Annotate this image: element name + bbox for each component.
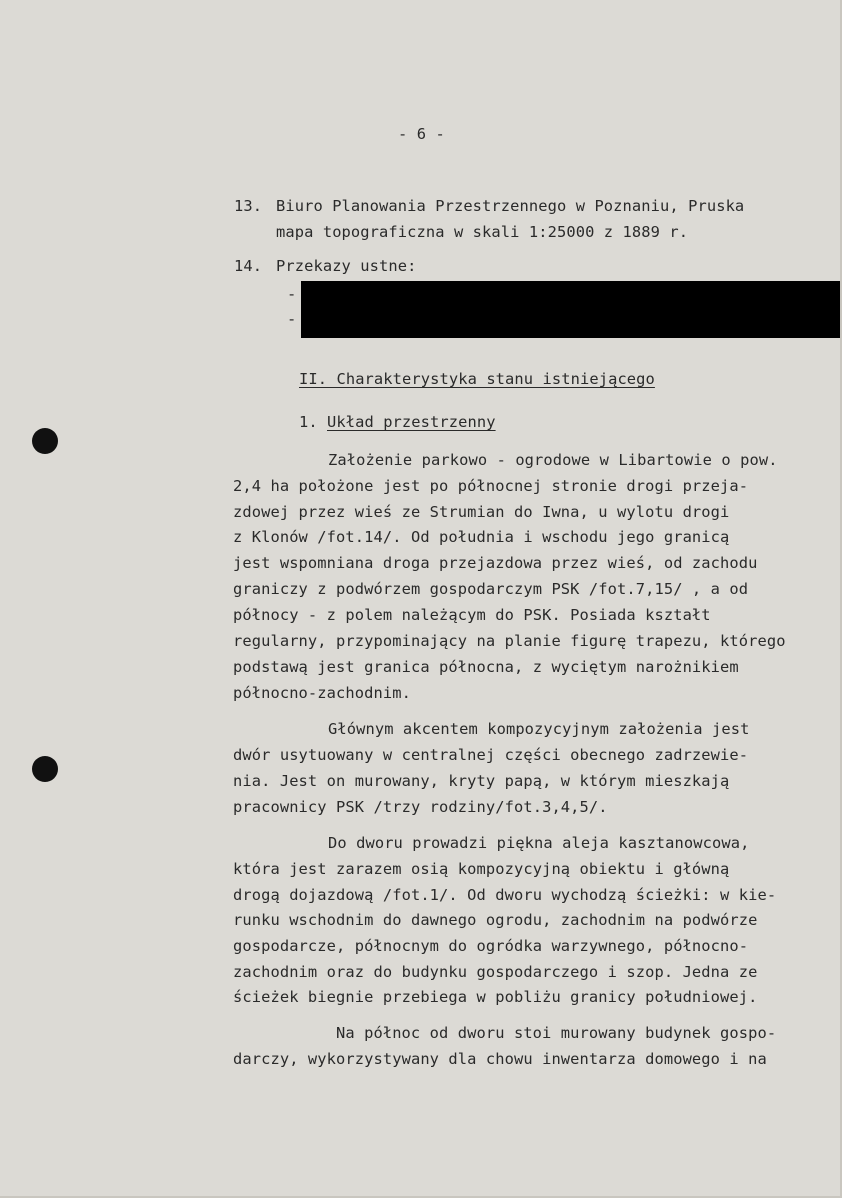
punch-hole [32, 756, 58, 782]
paragraph-line: północy - z polem należącym do PSK. Posiada kształt [233, 606, 711, 624]
paragraph-line: Do dworu prowadzi piękna aleja kasztanowcowa, [328, 834, 750, 852]
page-number: - 6 - [398, 125, 445, 143]
reference-text-line: mapa topograficzna w skali 1:25000 z 1889 r. [276, 223, 689, 241]
paragraph-line: regularny, przypominający na planie figurę trapezu, którego [233, 632, 786, 650]
paragraph-line: gospodarcze, północnym do ogródka warzywnego, północno- [233, 937, 749, 955]
paragraph-line: północno-zachodnim. [233, 684, 411, 702]
paragraph-line: Założenie parkowo - ogrodowe w Libartowie o pow. [328, 451, 778, 469]
paragraph-line: Na północ od dworu stoi murowany budynek gospo- [336, 1024, 777, 1042]
paragraph-line: runku wschodnim do dawnego ogrodu, zachodnim na podwórze [233, 911, 758, 929]
paragraph-line: która jest zarazem osią kompozycyjną obiektu i główną [233, 860, 730, 878]
list-dash: - [287, 285, 297, 303]
paragraph-line: ścieżek biegnie przebiega w pobliżu granicy południowej. [233, 988, 758, 1006]
paragraph-line: nia. Jest on murowany, kryty papą, w którym mieszkają [233, 772, 730, 790]
paragraph-line: Głównym akcentem kompozycyjnym założenia jest [328, 720, 750, 738]
punch-hole [32, 428, 58, 454]
subheading: Układ przestrzenny [327, 413, 496, 431]
reference-number: 14. [234, 257, 263, 275]
paragraph-line: zachodnim oraz do budynku gospodarczego i szop. Jedna ze [233, 963, 758, 981]
reference-text-line: Przekazy ustne: [276, 257, 417, 275]
section-heading: II. Charakterystyka stanu istniejącego [299, 370, 655, 388]
redaction-bar [301, 281, 842, 338]
paragraph-line: z Klonów /fot.14/. Od południa i wschodu jego granicą [233, 528, 730, 546]
paragraph-line: darczy, wykorzystywany dla chowu inwentarza domowego i na [233, 1050, 767, 1068]
paragraph-line: zdowej przez wieś ze Strumian do Iwna, u wylotu drogi [233, 503, 730, 521]
subheading-number: 1. [299, 413, 318, 431]
paragraph-line: graniczy z podwórzem gospodarczym PSK /fot.7,15/ , a od [233, 580, 749, 598]
paragraph-line: pracownicy PSK /trzy rodziny/fot.3,4,5/. [233, 798, 608, 816]
paragraph-line: jest wspomniana droga przejazdowa przez wieś, od zachodu [233, 554, 758, 572]
paragraph-line: 2,4 ha położone jest po północnej stronie drogi przeja- [233, 477, 749, 495]
list-dash: - [287, 310, 297, 328]
paragraph-line: podstawą jest granica północna, z wyciętym narożnikiem [233, 658, 739, 676]
paragraph-line: drogą dojazdową /fot.1/. Od dworu wychodzą ścieżki: w kie- [233, 886, 777, 904]
paragraph-line: dwór usytuowany w centralnej części obecnego zadrzewie- [233, 746, 749, 764]
reference-text-line: Biuro Planowania Przestrzennego w Poznaniu, Pruska [276, 197, 745, 215]
reference-number: 13. [234, 197, 263, 215]
